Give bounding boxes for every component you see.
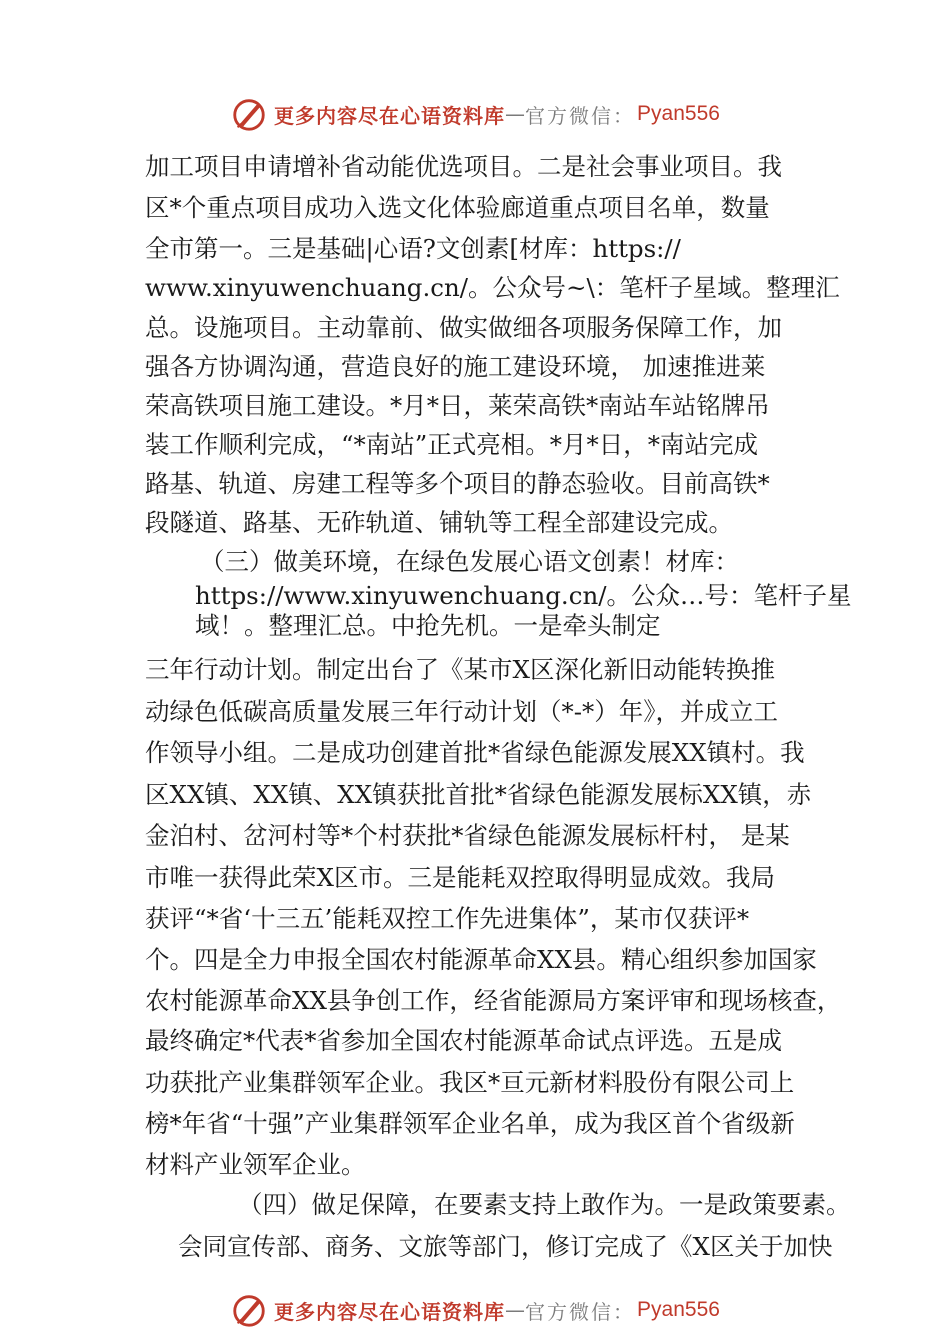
text-line: 动绿色低碳高质量发展三年行动计划（*-*）年》，并成立工 (145, 697, 779, 726)
text-line: www.xinyuwenchuang.cn/。公众号~\：笔杆子星域。整理汇 (145, 273, 840, 302)
quill-logo-icon (230, 1291, 268, 1329)
text-line: 个。四是全力申报全国农村能源革命XX县。精心组织参加国家 (145, 945, 817, 974)
text-line: 榜*年省“十强”产业集群领军企业名单，成为我区首个省级新 (145, 1109, 795, 1138)
text-line: 域！。整理汇总。中抢先机。一是牵头制定 (195, 611, 661, 640)
watermark-wechat-label: 官方微信： (525, 1299, 636, 1324)
text-line: 区XX镇、XX镇、XX镇获批首批*省绿色能源发展标XX镇，赤 (145, 780, 812, 809)
quill-logo-icon (230, 95, 268, 133)
text-line: 农村能源革命XX县争创工作，经省能源局方案评审和现场核查， (145, 986, 842, 1015)
text-line: 三年行动计划。制定出台了《某市X区深化新旧动能转换推 (145, 655, 775, 684)
text-line: 荣高铁项目施工建设。*月*日，莱荣高铁*南站车站铭牌吊 (145, 391, 770, 420)
text-line: https://www.xinyuwenchuang.cn/。公众…号：笔杆子星 (195, 581, 852, 610)
watermark-wechat-label: 官方微信： (525, 103, 636, 128)
text-line: 获评“*省‘十三五’能耗双控工作先进集体”，某市仅获评* (145, 904, 750, 933)
text-line: 强各方协调沟通，营造良好的施工建设环境， 加速推进莱 (145, 352, 766, 381)
watermark-dash: — (505, 1298, 526, 1322)
text-line: 作领导小组。二是成功创建首批*省绿色能源发展XX镇村。我 (145, 738, 805, 767)
section-heading-4: （四）做足保障，在要素支持上敢作为。一是政策要素。 (238, 1190, 851, 1219)
watermark-banner-bottom (0, 1288, 950, 1332)
text-line: 最终确定*代表*省参加全国农村能源革命试点评选。五是成 (145, 1026, 782, 1055)
text-line: 段隧道、路基、无砟轨道、铺轨等工程全部建设完成。 (145, 508, 733, 537)
watermark-banner-top (0, 92, 950, 136)
watermark-text: 更多内容尽在心语资料库 (274, 103, 506, 128)
watermark-account: Pyan556 (637, 1298, 720, 1321)
text-line: 总。设施项目。主动靠前、做实做细各项服务保障工作，加 (145, 313, 782, 342)
text-line: 路基、轨道、房建工程等多个项目的静态验收。目前高铁* (145, 469, 770, 498)
text-line: 功获批产业集群领军企业。我区*亘元新材料股份有限公司上 (145, 1068, 795, 1097)
text-line: 装工作顺利完成，“*南站”正式亮相。*月*日，*南站完成 (145, 430, 759, 459)
watermark-dash: — (505, 102, 526, 126)
text-line: 区*个重点项目成功入选文化体验廊道重点项目名单，数量 (145, 193, 770, 222)
text-line: 金泊村、岔河村等*个村获批*省绿色能源发展标杆村， 是某 (145, 821, 790, 850)
text-line: 会同宣传部、商务、文旅等部门，修订完成了《X区关于加快 (178, 1232, 833, 1261)
text-line: 全市第一。三是基础|心语?文创素[材库：https:// (145, 234, 681, 263)
watermark-account: Pyan556 (637, 102, 720, 125)
watermark-text: 更多内容尽在心语资料库 (274, 1299, 506, 1324)
text-line: 市唯一获得此荣X区市。三是能耗双控取得明显成效。我局 (145, 863, 775, 892)
section-heading-3: （三）做美环境，在绿色发展心语文创素！材库： (200, 547, 739, 576)
text-line: 加工项目申请增补省动能优选项目。二是社会事业项目。我 (145, 152, 782, 181)
text-line: 材料产业领军企业。 (145, 1150, 366, 1179)
